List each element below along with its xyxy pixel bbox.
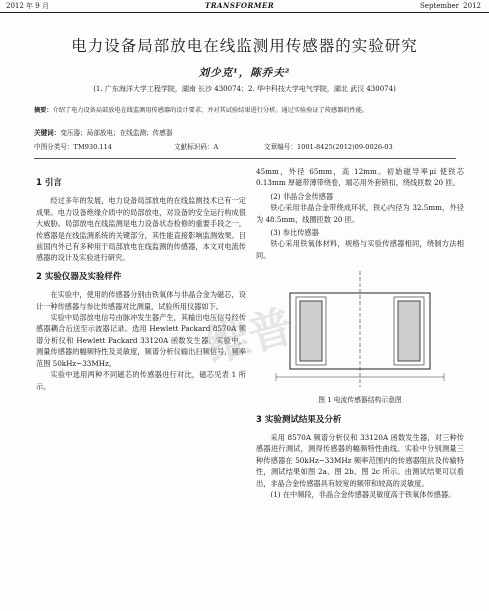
- abstract-text: 介绍了电力设备局部放电在线监测用传感器的设计要求，并对其试验结果进行分析。通过实验验证了传感器的性能。: [52, 107, 369, 114]
- section-3-body-2: (1) 在中频段，非晶合金传感器灵敏度高于铁氧体传感器。: [270, 490, 456, 500]
- core-right: [398, 301, 420, 361]
- subsection-3-heading: (3) 参比传感器: [270, 228, 319, 238]
- right-top-text: 45mm，外径 65mm，高 12mm。初始磁导率μi 使铁芯 0.13mm 厚磁带薄带绕卷，端芯用外套锁扣，绕线匝数 20 匝。: [256, 167, 464, 188]
- subsection-2-heading: (2) 非晶合金传感器: [270, 191, 334, 201]
- figure-caption: 图 1 电流传感器结构示意图: [318, 396, 402, 405]
- document-code: 文献标识码：A: [174, 143, 219, 151]
- abstract: [34, 106, 456, 116]
- subsection-2-body: 铁心采用非晶合金带绕成环状，铁心内径为 32.5mm，外径为 48.5mm，线圈匝数 20 匝。: [256, 203, 464, 224]
- section-3-body: 采用 8570A 频谱分析仪和 33120A 函数发生器，对三种传感器进行测试，测得传感器的幅频特性曲线。实验中分别测量三种传感器在 50kHz~33MHz 频率范围内的传感器阻抗及传输特性，测试结果如图 2a、图 2b、图 2c 所示。由测试结果可以看出，非晶合金传感器具有较宽的频带和较高的灵敏度。: [256, 433, 464, 488]
- subsection-3-body: 铁心采用铁氧体材料，规格与实验传感器相同，绕制方法相同。: [256, 239, 464, 260]
- core-left: [300, 301, 322, 361]
- abstract-label: 摘要：: [34, 107, 53, 114]
- header-month: September: [420, 2, 459, 10]
- article-number: 文章编号：1001-8425(2012)09-0026-03: [264, 143, 393, 151]
- section-1-body: 经过多年的发展，电力设备局部放电的在线监测技术已有一定成果。电力设备绝缘介质中的局部放电，对设备的安全运行构成很大威胁。局部放电在线监测是电力设备状态检修的重要手段之一，传感器是在线监测系统的关键部分，其性能直接影响监测效果。目前国内外已有多种用于局部放电在线监测的传感器，本文对电流传感器的设计及实验进行研究。: [36, 196, 246, 263]
- section-2-body-2: 实验中局部放电信号由脉冲发生器产生，其输出电压信号经传感器耦合后送至示波器记录。选用 Hewlett Packard 8570A 频谱分析仪和 Hewlett Packard 33120A 函数发生器。实验中，测量传感器的幅频特性及灵敏度，频谱分析仪输出扫频信号，频率范围 50kHz~33MHz。: [36, 313, 246, 368]
- clc-number: 中图分类号：TM930.114: [34, 143, 112, 151]
- section-2-body-1: 在实验中，使用的传感器分别由铁氧体与非晶合金为磁芯，设计一种传感器与参比传感器对比测量，试验所用仪器如下。: [36, 290, 246, 311]
- keywords-label: 关键词：: [34, 129, 61, 137]
- header-date: 2012 年 9 月: [6, 2, 49, 10]
- section-2-body-3: 实验中选用两种不同磁芯的传感器进行对比，磁芯见表 1 所示。: [36, 370, 246, 391]
- paper-title: 电力设备局部放电在线监测用传感器的实验研究: [71, 37, 418, 55]
- keywords: [34, 127, 456, 137]
- section-3-heading: 3 实验测试结果及分析: [256, 414, 342, 425]
- paper-affiliation: (1. 广东海洋大学工程学院，湖南 长沙 430074；2. 华中科技大学电气学院，湖北 武汉 430074): [93, 85, 396, 93]
- header-rule: [34, 158, 456, 159]
- section-1-heading: 1 引言: [36, 178, 62, 188]
- watermark: 维普: [200, 300, 299, 373]
- running-header: [0, 0, 489, 13]
- header-year: 2012: [463, 2, 481, 10]
- keywords-text: 变压器；局部放电；在线监测；传感器: [60, 129, 173, 137]
- journal-name: TRANSFORMER: [205, 1, 275, 10]
- section-2-heading: 2 实验仪器及实验样件: [36, 271, 122, 282]
- paper-authors: 刘少克¹，陈乔夫²: [198, 67, 291, 79]
